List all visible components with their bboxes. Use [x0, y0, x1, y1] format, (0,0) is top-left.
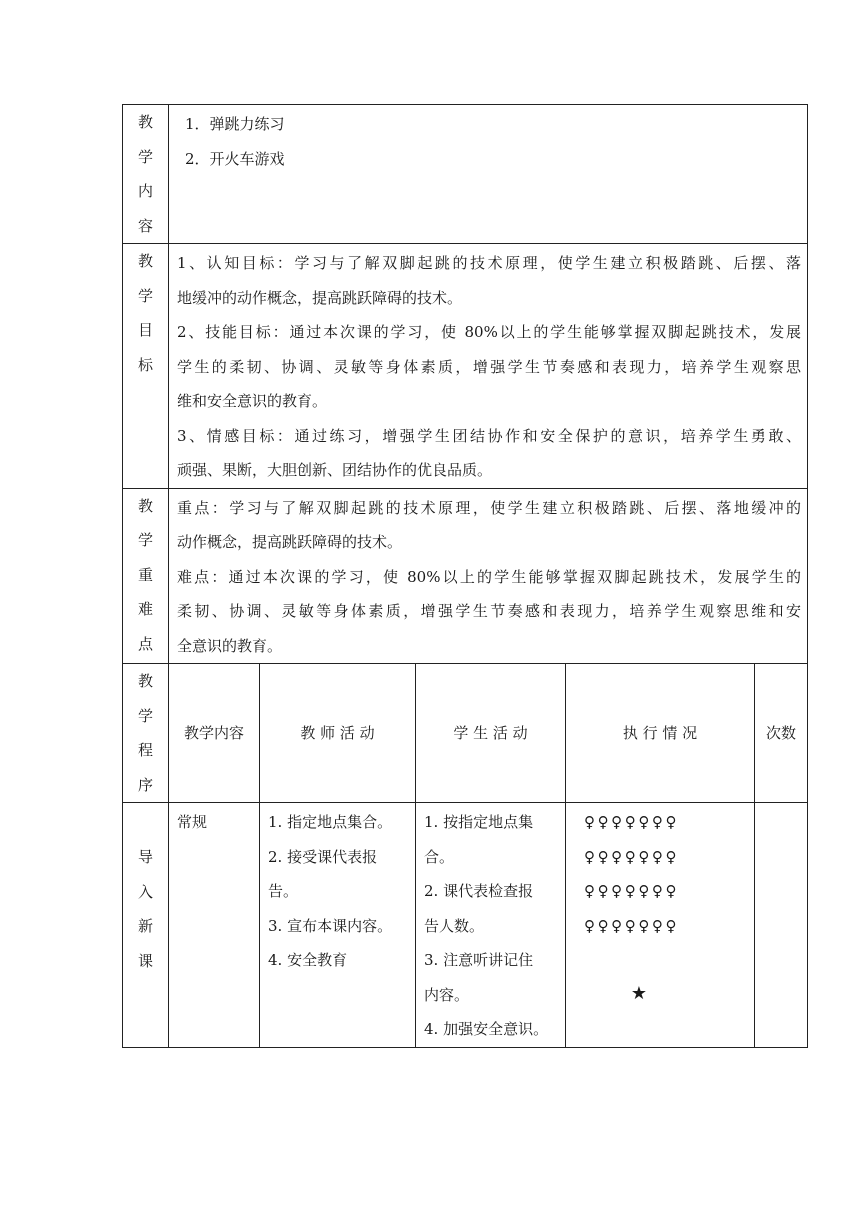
intro-count — [755, 803, 808, 1048]
keypoint-line: 动作概念，提高跳跃障碍的技术。 — [177, 533, 403, 551]
student-step: 合。 — [424, 847, 455, 866]
header-content: 教学内容 — [169, 664, 260, 803]
keypoint-line: 全意识的教育。 — [177, 636, 283, 655]
content-item: 1．弹跳力练习 — [185, 115, 285, 133]
keypoints-label: 教 学 重 难 点 — [123, 488, 169, 664]
header-student-activity: 学 生 活 动 — [416, 664, 566, 803]
keypoints-text — [169, 488, 808, 664]
goals-label: 教 学 目 标 — [123, 244, 169, 489]
intro-student-activity — [416, 803, 566, 1048]
procedure-header-row — [123, 664, 808, 803]
formation-row: ♀♀♀♀♀♀♀ — [584, 882, 680, 900]
lesson-plan-table — [122, 104, 808, 1048]
keypoint-line: 难点：通过本次课的学习，使 80%以上的学生能够掌握双脚起跳技术，发展学生的 — [177, 567, 802, 586]
teacher-star-icon: ★ — [630, 983, 648, 1004]
content-item: 2．开火车游戏 — [185, 149, 285, 168]
student-step: 告人数。 — [424, 916, 485, 935]
teacher-step: 1. 指定地点集合。 — [268, 813, 393, 831]
student-step: 4. 加强安全意识。 — [424, 1020, 549, 1038]
goal-line: 2、技能目标：通过本次课的学习，使 80%以上的学生能够掌握双脚起跳技术，发展 — [177, 323, 802, 341]
goal-line: 维和安全意识的教育。 — [177, 392, 328, 410]
teacher-step: 3. 宣布本课内容。 — [268, 916, 393, 935]
goal-line: 3、情感目标：通过练习，增强学生团结协作和安全保护的意识，培养学生勇敢、 — [177, 426, 802, 445]
goals-text — [169, 244, 808, 489]
content-items — [169, 105, 808, 244]
student-step: 1. 按指定地点集 — [424, 813, 534, 831]
keypoints-row — [123, 488, 808, 664]
intro-row — [123, 803, 808, 1048]
student-step: 2. 课代表检查报 — [424, 882, 534, 900]
goal-line: 顽强、果断，大胆创新、团结协作的优良品质。 — [177, 461, 493, 479]
teacher-step: 2. 接受课代表报 — [268, 847, 378, 866]
student-step: 内容。 — [424, 985, 470, 1004]
teacher-step: 4. 安全教育 — [268, 951, 348, 969]
keypoint-line: 重点：学习与了解双脚起跳的技术原理，使学生建立积极踏跳、后摆、落地缓冲的 — [177, 498, 802, 517]
formation-gap — [584, 943, 748, 977]
goals-row — [123, 244, 808, 489]
goal-line: 地缓冲的动作概念，提高跳跃障碍的技术。 — [177, 288, 463, 307]
student-step: 3. 注意听讲记住 — [424, 951, 534, 969]
header-count: 次数 — [755, 664, 808, 803]
goal-line: 学生的柔韧、协调、灵敏等身体素质，增强学生节奏感和表现力，培养学生观察思 — [177, 357, 802, 376]
procedure-label: 教 学 程 序 — [123, 664, 169, 803]
header-execution: 执 行 情 况 — [566, 664, 755, 803]
intro-teacher-activity — [260, 803, 416, 1048]
formation-row: ♀♀♀♀♀♀♀ — [584, 916, 680, 935]
formation-row: ♀♀♀♀♀♀♀ — [584, 847, 680, 866]
content-row — [123, 105, 808, 244]
intro-content: 常规 — [169, 803, 260, 1048]
formation-diagram — [566, 803, 755, 1048]
goal-line: 1、认知目标：学习与了解双脚起跳的技术原理，使学生建立积极踏跳、后摆、落 — [177, 254, 802, 272]
formation-row: ♀♀♀♀♀♀♀ — [584, 813, 680, 831]
header-teacher-activity: 教 师 活 动 — [260, 664, 416, 803]
keypoint-line: 柔韧、协调、灵敏等身体素质，增强学生节奏感和表现力，培养学生观察思维和安 — [177, 602, 802, 620]
teacher-step: 告。 — [268, 882, 299, 900]
intro-label: 导 入 新 课 — [123, 803, 169, 1048]
content-label: 教 学 内 容 — [123, 105, 169, 244]
